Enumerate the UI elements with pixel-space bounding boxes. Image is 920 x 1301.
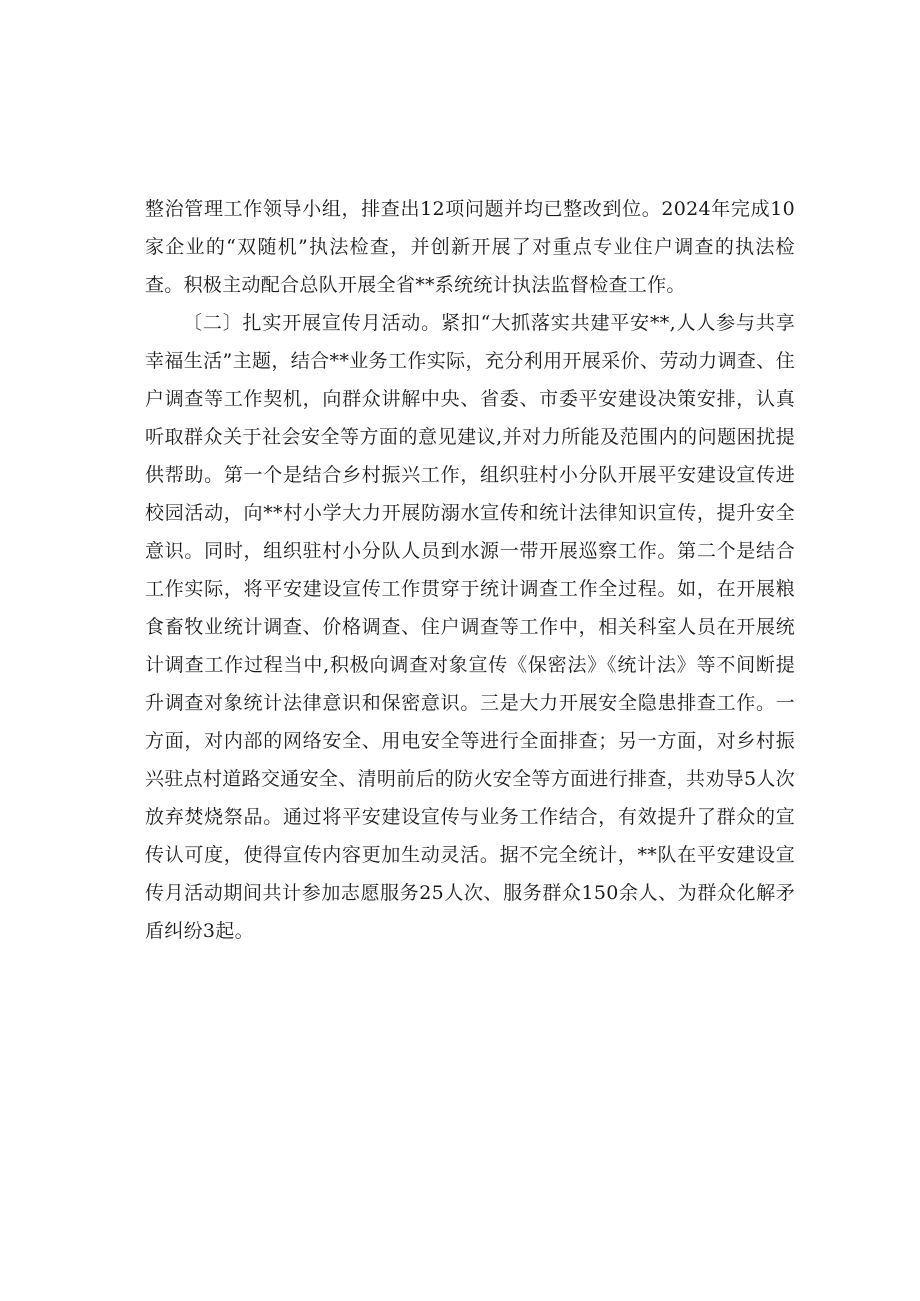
paragraph-continuation: 整治管理工作领导小组，排查出12项问题并均已整改到位。2024年完成10家企业的“双随机”执法检查，并创新开展了对重点专业住户调查的执法检查。积极主动配合总队开展全省**系统统计执法监督检查工作。 [145, 198, 795, 296]
document-body [145, 190, 795, 950]
paragraph-section-two: 〔二〕扎实开展宣传月活动。紧扣“大抓落实共建平安**,人人参与共享幸福生活”主题，结合**业务工作实际，充分利用开展采价、劳动力调查、住户调查等工作契机，向群众讲解中央、省委、市委平安建设决策安排，认真听取群众关于社会安全等方面的意见建议,并对力所能及范围内的问题困扰提供帮助。第一个是结合乡村振兴工作，组织驻村小分队开展平安建设宣传进校园活动，向**村小学大力开展防溺水宣传和统计法律知识宣传，提升安全意识。同时，组织驻村小分队人员到水源一带开展巡察工作。第二个是结合工作实际，将平安建设宣传工作贯穿于统计调查工作全过程。如，在开展粮食畜牧业统计调查、价格调查、住户调查等工作中，相关科室人员在开展统计调查工作过程当中,积极向调查对象宣传《保密法》《统计法》等不间断提升调查对象统计法律意识和保密意识。三是大力开展安全隐患排查工作。一方面，对内部的网络安全、用电安全等进行全面排查；另一方面，对乡村振兴驻点村道路交通安全、清明前后的防火安全等方面进行排查，共劝导5人次放弃焚烧祭品。通过将平安建设宣传与业务工作结合，有效提升了群众的宣传认可度，使得宣传内容更加生动灵活。据不完全统计，**队在平安建设宣传月活动期间共计参加志愿服务25人次、服务群众150余人、为群众化解矛盾纠纷3起。 [145, 312, 795, 942]
